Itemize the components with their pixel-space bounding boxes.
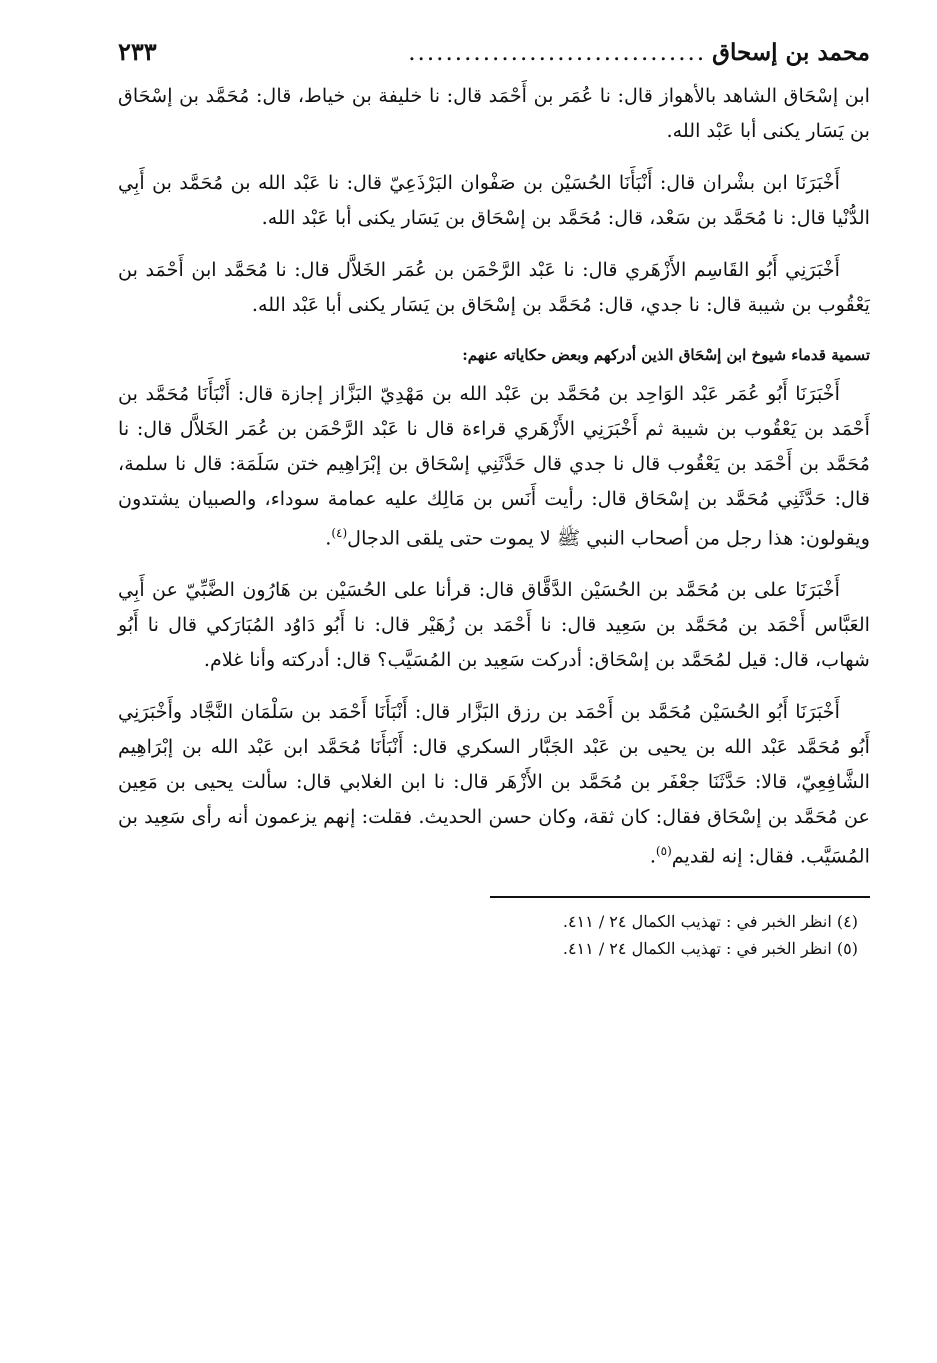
footnote-5: (٥) انظر الخبر في : تهذيب الكمال ٢٤ / ٤١١. bbox=[562, 938, 858, 958]
page-number: ٢٣٣ bbox=[118, 37, 157, 66]
paragraph-2: أَخْبَرَنَا ابن بشْران قال: أَنْبَأَنَا الحُسَيْن بن صَفْوان البَرْذَعِيّ قال: نا عَبْد الله بن مُحَمَّد بن أَبِي الدُّنْيا قال: نا مُحَمَّد بن سَعْد، قال: مُحَمَّد بن إسْحَاق بن يَسَار يكنى أبا عَبْد الله. bbox=[118, 171, 870, 229]
footnotes bbox=[118, 908, 870, 962]
paragraph-4-period: . bbox=[325, 526, 332, 550]
paragraph-6 bbox=[118, 694, 870, 873]
paragraph-4 bbox=[118, 376, 870, 555]
footnote-divider bbox=[490, 896, 870, 898]
paragraph-4-text: أَخْبَرَنَا أَبُو عُمَر عَبْد الوَاحِد بن مُحَمَّد بن عَبْد الله بن مَهْدِيّ البَزَّاز إجازة قال: أَنْبَأَنَا مُحَمَّد بن أَحْمَد بن يَعْقُوب بن شيبة ثم أَخْبَرَنِي الأَزْهَري قراءة قال نا عَبْد الرَّحْمَن بن عُمَر الخَلاَّل قال: نا مُحَمَّد بن أَحْمَد بن يَعْقُوب قال نا جدي قال حَدَّثَنِي إسْحَاق بن إبْرَاهِيم ختن سَلَمَة: قال نا سلمة، قال: حَدَّثَنِي مُحَمَّد بن إسْحَاق قال: رأيت أَنَس بن مَالِك عليه عمامة سوداء، والصبيان يشتدون ويقولون: هذا رجل من أصحاب النبي ﷺ لا يموت حتى يلقى الدجال bbox=[118, 382, 870, 550]
footnote-ref-4: (٤) bbox=[331, 526, 348, 540]
book-page bbox=[118, 26, 870, 962]
footnote-4: (٤) انظر الخبر في : تهذيب الكمال ٢٤ / ٤١١. bbox=[562, 911, 858, 931]
paragraph-3: أَخْبَرَنِي أَبُو القَاسِم الأَزْهَري قال: نا عَبْد الرَّحْمَن بن عُمَر الخَلاَّل قال: نا مُحَمَّد ابن أَحْمَد بن يَعْقُوب بن شيبة قال: نا جدي، قال: مُحَمَّد بن إسْحَاق بن يَسَار يكنى أبا عَبْد الله. bbox=[118, 258, 870, 316]
running-header bbox=[118, 26, 870, 78]
header-title: محمد بن إسحاق bbox=[712, 39, 870, 66]
header-leader-dots: ................................ bbox=[408, 40, 707, 66]
paragraph-5: أَخْبَرَنَا على بن مُحَمَّد بن الحُسَيْن الدَّقَّاق قال: قرأنا على الحُسَيْن بن هَارُون الضَّبِّيّ عن أَبِي العَبَّاس أَحْمَد بن مُحَمَّد بن سَعِيد قال: نا أَحْمَد بن زُهَيْر قال: نا أَبُو دَاوُد المُبَارَكي قال نا أَبُو شهاب، قال: قيل لمُحَمَّد بن إسْحَاق: أدركت سَعِيد بن المُسَيَّب؟ قال: أدركته وأنا غلام. bbox=[118, 578, 870, 672]
paragraph-6-period: . bbox=[649, 844, 656, 868]
section-heading: تسمية قدماء شيوخ ابن إسْحَاق الذين أدركهم وبعض حكاياته عنهم: bbox=[462, 346, 870, 364]
paragraph-6-text: أَخْبَرَنَا أَبُو الحُسَيْن مُحَمَّد بن أَحْمَد بن رزق البَزَّار قال: أَنْبَأَنَا أَحْمَد بن سَلْمَان النَّجَّاد وأَخْبَرَنِي أَبُو مُحَمَّد عَبْد الله بن يحيى بن عَبْد الجَبَّار السكري قال: أَنْبَأَنَا مُحَمَّد ابن عَبْد الله بن إبْرَاهِيم الشَّافِعِيّ، قالا: حَدَّثَنَا جعْفَر بن مُحَمَّد بن الأَزْهَر قال: نا ابن الغلابي قال: سألت يحيى بن مَعِين عن مُحَمَّد بن إسْحَاق فقال: كان ثقة، وكان حسن الحديث. فقلت: إنهم يزعمون أنه رأى سَعِيد بن المُسَيَّب. فقال: إنه لقديم bbox=[118, 700, 870, 868]
footnote-ref-5: (٥) bbox=[655, 844, 672, 859]
paragraph-1: ابن إسْحَاق الشاهد بالأهواز قال: نا عُمَر بن أَحْمَد قال: نا خليفة بن خياط، قال: مُحَمَّد بن إسْحَاق بن يَسَار يكنى أبا عَبْد الله. bbox=[118, 84, 870, 142]
